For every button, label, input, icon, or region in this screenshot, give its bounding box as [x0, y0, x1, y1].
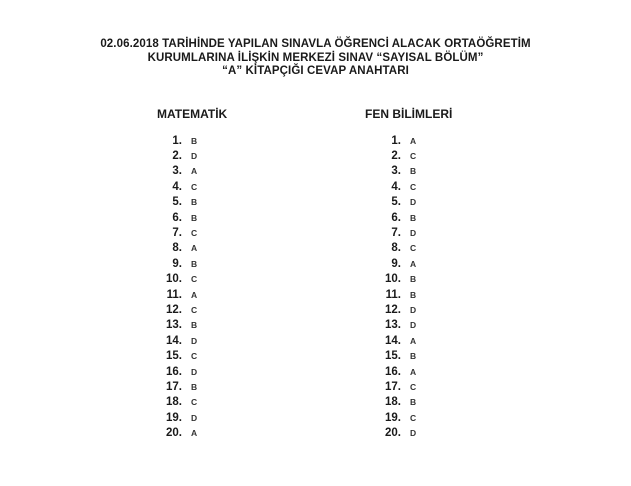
- answer-letter: D: [191, 151, 198, 162]
- answer-letter: D: [410, 228, 417, 239]
- answer-letter: B: [191, 381, 198, 392]
- question-number: 8.: [391, 242, 401, 255]
- answer-row: [146, 302, 197, 317]
- question-number: 6.: [172, 211, 182, 224]
- answer-letter: B: [410, 397, 417, 408]
- answer-letter: B: [191, 212, 198, 223]
- question-number: 9.: [391, 257, 401, 270]
- answer-letter: B: [191, 197, 198, 208]
- question-number: 13.: [166, 319, 182, 332]
- answer-row: [146, 272, 197, 287]
- answer-letter: A: [191, 166, 198, 177]
- answer-letter: C: [410, 412, 417, 423]
- question-number: 2.: [172, 150, 182, 163]
- question-number: 13.: [385, 319, 401, 332]
- answer-letter: B: [410, 351, 417, 362]
- question-number: 17.: [385, 380, 401, 393]
- question-number: 6.: [391, 211, 401, 224]
- answer-letter: B: [410, 212, 417, 223]
- question-number: 4.: [391, 180, 401, 193]
- question-number: 14.: [166, 334, 182, 347]
- question-number: 15.: [166, 350, 182, 363]
- matematik-title: MATEMATİK: [157, 107, 228, 121]
- question-number: 12.: [166, 303, 182, 316]
- answer-row: [365, 210, 416, 225]
- answer-letter: A: [191, 243, 198, 254]
- answer-letter: C: [410, 381, 417, 392]
- answer-letter: C: [191, 304, 198, 315]
- answer-letter: B: [410, 166, 417, 177]
- answer-row: [146, 179, 197, 194]
- answer-letter: C: [410, 151, 417, 162]
- answer-row: [146, 410, 197, 425]
- answer-letter: C: [191, 351, 198, 362]
- question-number: 5.: [391, 196, 401, 209]
- question-number: 7.: [391, 227, 401, 240]
- answer-row: [365, 272, 416, 287]
- question-number: 1.: [391, 134, 401, 147]
- question-number: 8.: [172, 242, 182, 255]
- answer-letter: D: [410, 197, 417, 208]
- answer-letter: D: [410, 304, 417, 315]
- question-number: 10.: [385, 273, 401, 286]
- question-number: 14.: [385, 334, 401, 347]
- answer-letter: B: [410, 289, 417, 300]
- fen-bilimleri-answer-list: [365, 133, 416, 441]
- question-number: 15.: [385, 350, 401, 363]
- answer-row: [365, 164, 416, 179]
- answer-letter: D: [191, 366, 198, 377]
- question-number: 11.: [166, 288, 182, 301]
- answer-row: [365, 148, 416, 163]
- answer-row: [365, 241, 416, 256]
- answer-letter: C: [410, 243, 417, 254]
- answer-row: [146, 318, 197, 333]
- answer-row: [146, 148, 197, 163]
- answer-row: [365, 302, 416, 317]
- answer-row: [365, 179, 416, 194]
- answer-row: [146, 333, 197, 348]
- answer-row: [365, 364, 416, 379]
- answer-row: [146, 210, 197, 225]
- answer-letter: D: [410, 428, 417, 439]
- answer-letter: D: [191, 412, 198, 423]
- answer-letter: C: [191, 274, 198, 285]
- question-number: 2.: [391, 150, 401, 163]
- header-line-1: 02.06.2018 TARİHİNDE YAPILAN SINAVLA ÖĞRENCİ ALACAK ORTAÖĞRETİM: [100, 38, 531, 50]
- answer-row: [365, 348, 416, 363]
- answer-row: [146, 256, 197, 271]
- answer-letter: B: [191, 320, 198, 331]
- answer-letter: B: [191, 258, 198, 269]
- question-number: 7.: [172, 227, 182, 240]
- answer-letter: B: [191, 135, 198, 146]
- answer-row: [146, 195, 197, 210]
- answer-row: [365, 225, 416, 240]
- question-number: 20.: [166, 427, 182, 440]
- question-number: 10.: [166, 273, 182, 286]
- header-line-3: “A” KİTAPÇIĞI CEVAP ANAHTARI: [222, 65, 409, 77]
- answer-row: [146, 364, 197, 379]
- question-number: 11.: [385, 288, 401, 301]
- answer-row: [365, 395, 416, 410]
- question-number: 4.: [172, 180, 182, 193]
- answer-letter: D: [410, 320, 417, 331]
- answer-row: [365, 195, 416, 210]
- question-number: 20.: [385, 427, 401, 440]
- answer-row: [365, 318, 416, 333]
- answer-letter: A: [191, 289, 198, 300]
- answer-letter: C: [191, 397, 198, 408]
- answer-row: [146, 133, 197, 148]
- answer-row: [365, 133, 416, 148]
- header-line-2: KURUMLARINA İLİŞKİN MERKEZİ SINAV “SAYISAL BÖLÜM”: [147, 51, 484, 64]
- question-number: 19.: [385, 411, 401, 424]
- question-number: 12.: [385, 303, 401, 316]
- question-number: 17.: [166, 380, 182, 393]
- question-number: 3.: [391, 165, 401, 178]
- answer-letter: B: [410, 274, 417, 285]
- question-number: 16.: [385, 365, 401, 378]
- question-number: 16.: [166, 365, 182, 378]
- answer-row: [365, 287, 416, 302]
- answer-row: [146, 395, 197, 410]
- answer-row: [146, 241, 197, 256]
- question-number: 1.: [172, 134, 182, 147]
- question-number: 3.: [172, 165, 182, 178]
- answer-row: [146, 379, 197, 394]
- answer-letter: A: [191, 428, 198, 439]
- matematik-answer-list: [146, 133, 197, 441]
- answer-letter: C: [410, 181, 417, 192]
- document-header: [0, 38, 631, 79]
- answer-letter: A: [410, 135, 417, 146]
- answer-row: [146, 287, 197, 302]
- answer-row: [365, 379, 416, 394]
- answer-row: [146, 425, 197, 440]
- answer-row: [365, 425, 416, 440]
- answer-row: [365, 410, 416, 425]
- answer-letter: D: [191, 335, 198, 346]
- question-number: 18.: [385, 396, 401, 409]
- question-number: 9.: [172, 257, 182, 270]
- answer-letter: C: [191, 181, 198, 192]
- answer-letter: A: [410, 366, 417, 377]
- question-number: 18.: [166, 396, 182, 409]
- question-number: 5.: [172, 196, 182, 209]
- answer-row: [146, 225, 197, 240]
- answer-row: [146, 164, 197, 179]
- answer-letter: C: [191, 228, 198, 239]
- fen-bilimleri-title: FEN BİLİMLERİ: [365, 107, 453, 121]
- answer-row: [365, 333, 416, 348]
- question-number: 19.: [166, 411, 182, 424]
- answer-letter: A: [410, 258, 417, 269]
- answer-letter: A: [410, 335, 417, 346]
- answer-row: [365, 256, 416, 271]
- answer-row: [146, 348, 197, 363]
